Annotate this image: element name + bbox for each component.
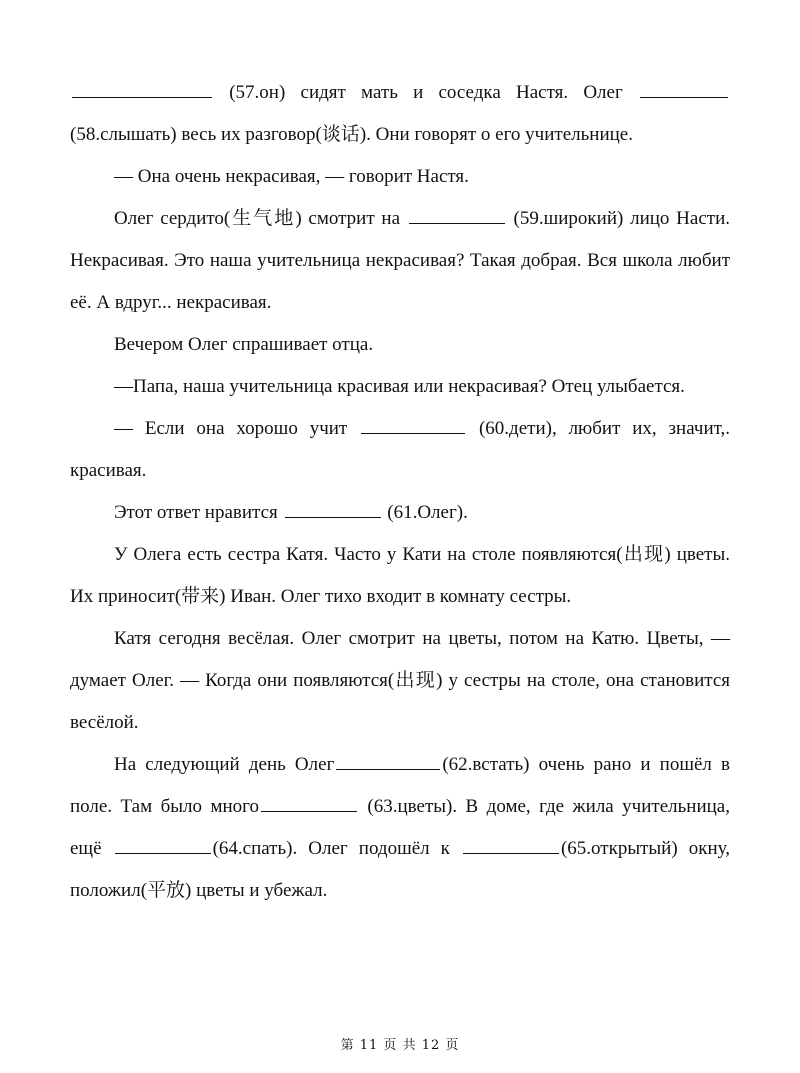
answer-blank: [336, 745, 440, 770]
answer-blank: [361, 409, 465, 434]
text-segment: Этот ответ нравится: [114, 502, 283, 523]
answer-blank: [72, 73, 212, 98]
page-number-footer: 第 11 页 共 12 页: [340, 1038, 460, 1053]
text-segment: Катя сегодня весёлая. Олег смотрит на цветы, потом на Катю. Цветы, — думает Олег. — Когда они появляются(出现) у сестры на столе, она становится весёлой.: [70, 628, 730, 733]
paragraph-9: [70, 618, 730, 744]
text-segment: (60.дети), любит их, значит,. красивая.: [70, 418, 730, 481]
text-segment: (59.широкий) лицо Насти. Некрасивая. Это наша учительница некрасивая? Такая добрая. Вся школа любит её. А вдруг... некрасивая.: [70, 208, 730, 313]
answer-blank: [261, 787, 357, 812]
text-segment: — Она очень некрасивая, — говорит Настя.: [114, 166, 469, 187]
paragraph-6: [70, 408, 730, 492]
text-segment: (57.он) сидят мать и соседка Настя. Олег: [214, 82, 638, 103]
paragraph-10: [70, 744, 730, 912]
text-segment: —Папа, наша учительница красивая или некрасивая? Отец улыбается.: [114, 376, 685, 397]
text-segment: (63.цветы). В доме, где жила учительница, ещё: [70, 796, 730, 859]
text-segment: (61.Олег).: [382, 502, 468, 523]
paragraph-2: [70, 156, 730, 198]
paragraph-8: [70, 534, 730, 618]
answer-blank: [640, 73, 728, 98]
text-segment: (58.слышать) весь их разговор(谈话). Они говорят о его учительнице.: [70, 124, 633, 145]
answer-blank: [409, 199, 505, 224]
paragraph-4: [70, 324, 730, 366]
text-segment: (65.открытый) окну, положил(平放) цветы и убежал.: [70, 838, 730, 901]
paragraph-3: [70, 198, 730, 324]
paragraph-7: [70, 492, 730, 534]
text-segment: (64.спать). Олег подошёл к: [212, 838, 461, 859]
paragraph-5: [70, 366, 730, 408]
passage-text: [70, 72, 730, 912]
text-segment: Олег сердито(生气地) смотрит на: [114, 208, 407, 229]
paragraph-1: [70, 72, 730, 156]
text-segment: (62.встать) очень рано и пошёл в поле. Там было много: [70, 754, 730, 817]
answer-blank: [285, 493, 381, 518]
answer-blank: [115, 829, 211, 854]
text-segment: У Олега есть сестра Катя. Часто у Кати на столе появляются(出现) цветы. Их приносит(带来) Иван. Олег тихо входит в комнату сестры.: [70, 544, 730, 607]
text-segment: На следующий день Олег: [114, 754, 335, 775]
text-segment: — Если она хорошо учит: [114, 418, 360, 439]
answer-blank: [463, 829, 559, 854]
text-segment: Вечером Олег спрашивает отца.: [114, 334, 374, 355]
